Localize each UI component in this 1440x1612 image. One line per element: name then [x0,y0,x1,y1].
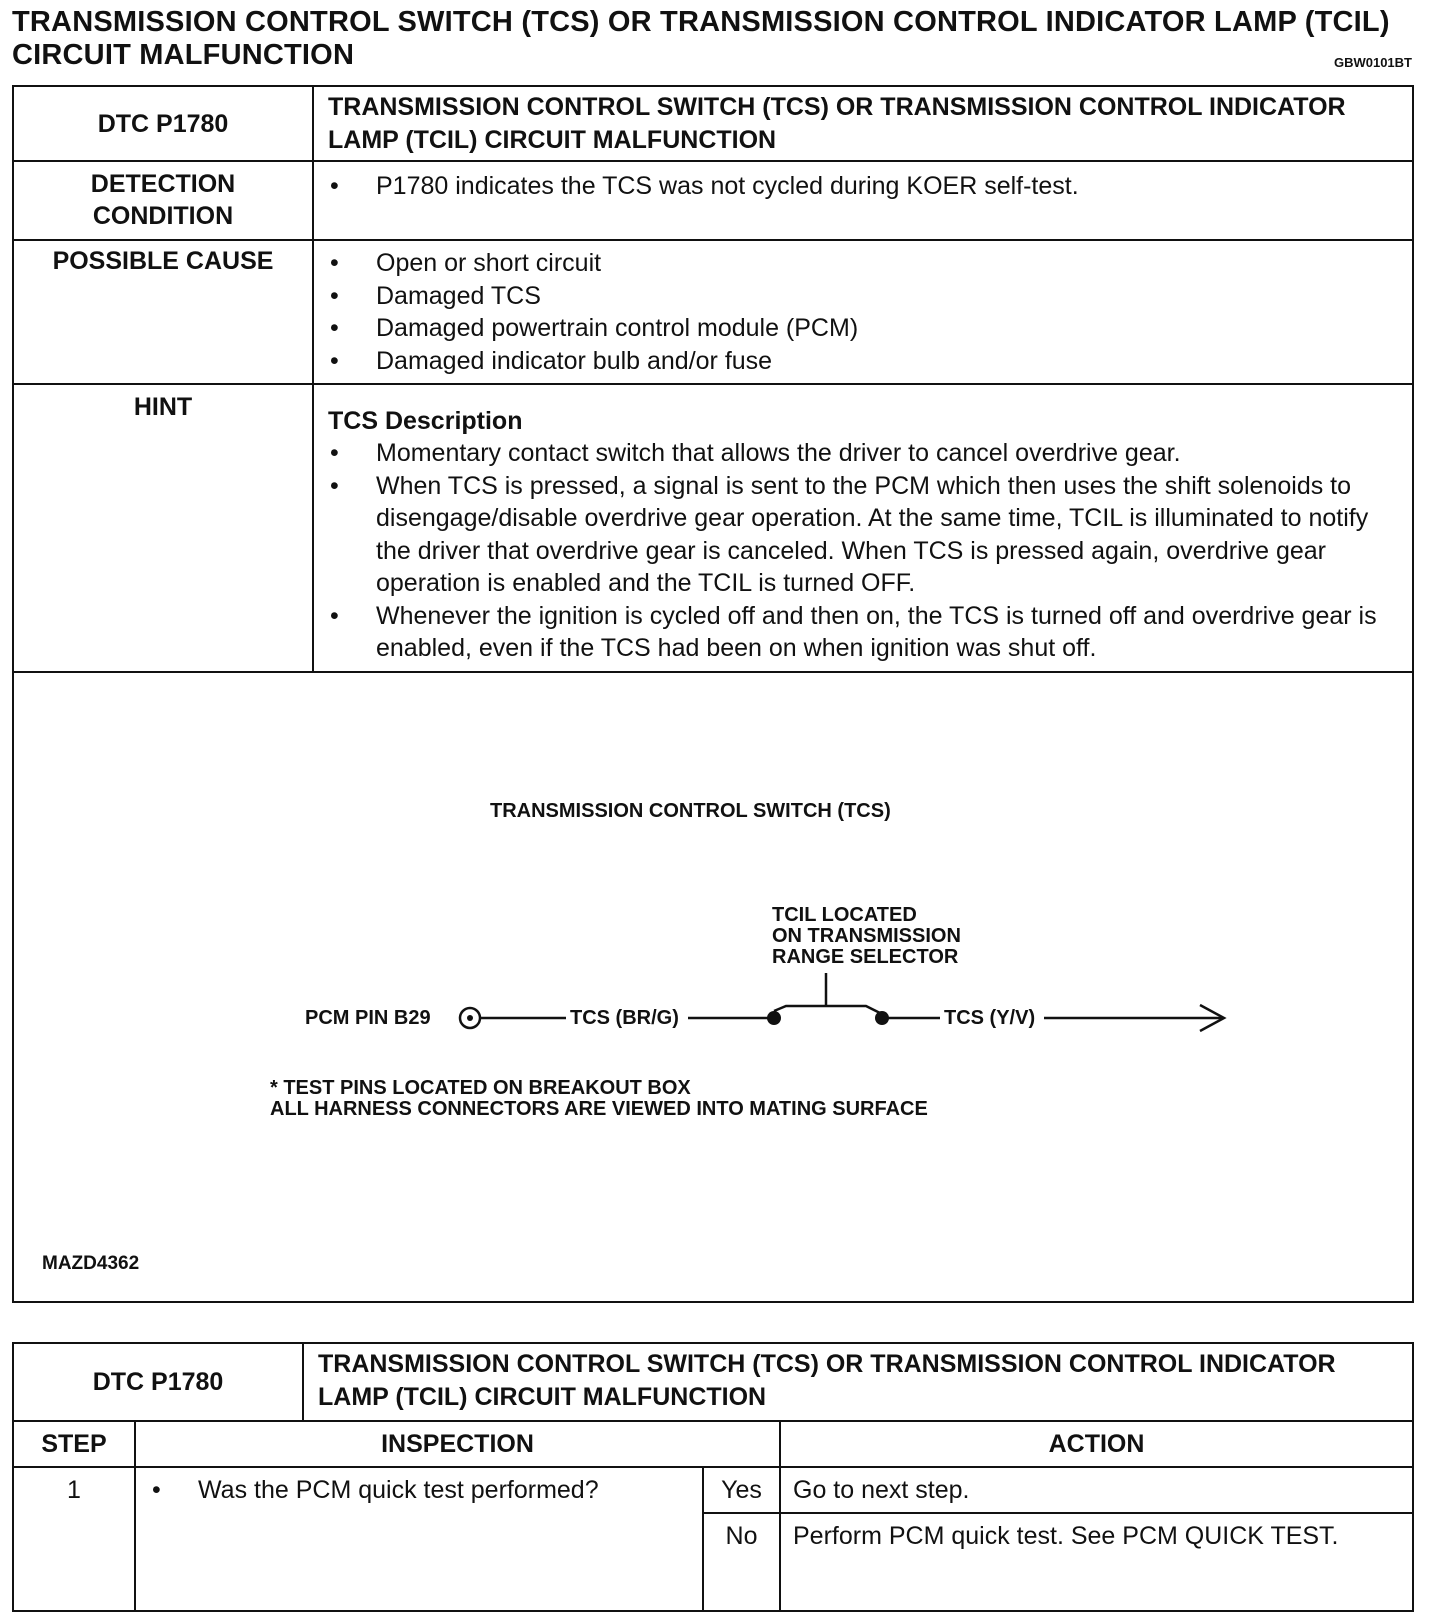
step-number: 1 [13,1467,135,1611]
dtc-title-cell [313,86,1413,161]
col-inspection-header: INSPECTION [135,1421,780,1467]
diagram-cell [13,672,1413,1302]
steps-dtc-title: TRANSMISSION CONTROL SWITCH (TCS) OR TRANSMISSION CONTROL INDICATOR LAMP (TCIL) CIRCUIT MALFUNCTION [318,1350,1336,1411]
steps-table [12,1342,1414,1612]
document-id: GBW0101BT [1333,55,1412,70]
switch-contact-left [767,1011,781,1025]
tcil-note-line3: RANGE SELECTOR [772,946,959,968]
tcil-note-line2: ON TRANSMISSION [772,925,961,947]
inspection-cell [135,1467,703,1611]
yes-action: Go to next step. [780,1467,1413,1513]
hint-item: • When TCS is pressed, a signal is sent to the PCM which then uses the shift solenoids to disengage/disable overdrive gear operation. At the same time, TCIL is illuminated to notify the driver that overdrive gear is canceled. When TCS is pressed again, overdrive gear operation is enabled and the TCIL is turned OFF. [328,470,1398,600]
cause-label: POSSIBLE CAUSE [52,247,274,275]
cause-item: • Open or short circuit [328,247,1398,280]
pin-terminal-dot [467,1015,473,1021]
steps-dtc-code-cell [13,1343,303,1421]
hint-subtitle: TCS Description [328,407,523,435]
hint-label: HINT [133,393,193,421]
diagram-title: TRANSMISSION CONTROL SWITCH (TCS) [490,800,891,822]
wiring-diagram [14,673,1414,1301]
pin-label: PCM PIN B29 [305,1007,431,1029]
inspection-item: • Was the PCM quick test performed? [150,1474,688,1507]
no-action: Perform PCM quick test. See PCM QUICK TEST. [780,1513,1413,1611]
page-title: TRANSMISSION CONTROL SWITCH (TCS) OR TRANSMISSION CONTROL INDICATOR LAMP (TCIL) CIRCUIT MALFUNCTION [12,6,1390,71]
cause-item: • Damaged powertrain control module (PCM) [328,312,1398,345]
tcil-note-line1: TCIL LOCATED [772,904,917,926]
cause-label-cell [13,240,313,384]
dtc-info-table [12,85,1414,1303]
col-action-header: ACTION [780,1421,1413,1467]
hint-item: • Whenever the ignition is cycled off and then on, the TCS is turned off and overdrive gear is enabled, even if the TCS had been on when ignition was shut off. [328,600,1398,665]
cause-cell [313,240,1413,384]
col-step-header: STEP [13,1421,135,1467]
wire-label-br-g: TCS (BR/G) [570,1007,679,1029]
cause-item: • Damaged indicator bulb and/or fuse [328,345,1398,378]
detection-cell [313,161,1413,240]
hint-item: • Momentary contact switch that allows the driver to cancel overdrive gear. [328,437,1398,470]
detection-label: DETECTION CONDITION [90,170,236,230]
table-row [13,1467,1413,1513]
detection-item: • P1780 indicates the TCS was not cycled during KOER self-test. [328,170,1398,203]
note-line2: ALL HARNESS CONNECTORS ARE VIEWED INTO MATING SURFACE [270,1098,928,1120]
hint-label-cell [13,384,313,672]
steps-dtc-title-cell [303,1343,1413,1421]
dtc-title: TRANSMISSION CONTROL SWITCH (TCS) OR TRANSMISSION CONTROL INDICATOR LAMP (TCIL) CIRCUIT MALFUNCTION [328,93,1346,154]
cause-item: • Damaged TCS [328,280,1398,313]
detection-label-cell [13,161,313,240]
note-line1: * TEST PINS LOCATED ON BREAKOUT BOX [270,1077,691,1099]
no-label: No [703,1513,780,1611]
dtc-code: DTC P1780 [97,109,229,138]
yes-label: Yes [703,1467,780,1513]
figure-id: MAZD4362 [42,1253,140,1274]
wire-label-y-v: TCS (Y/V) [944,1007,1036,1029]
hint-cell [313,384,1413,672]
circuit-lines [14,673,1414,1301]
steps-dtc-code: DTC P1780 [92,1367,224,1396]
switch-icon [774,1006,880,1013]
dtc-code-cell [13,86,313,161]
